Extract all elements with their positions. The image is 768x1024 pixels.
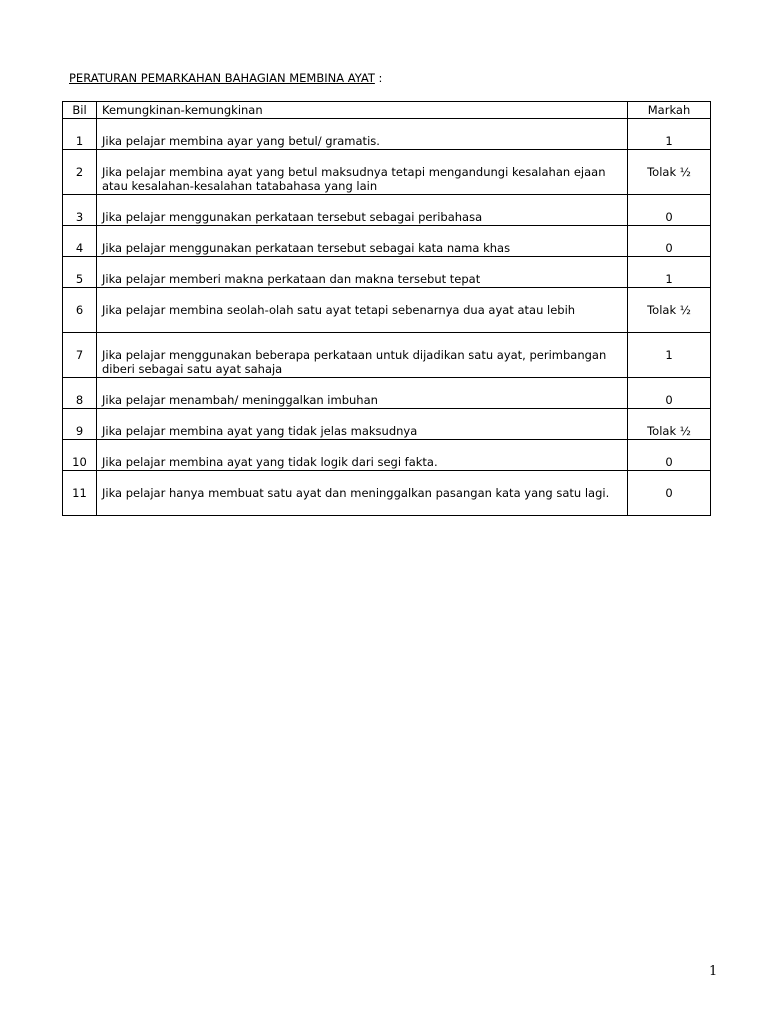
table-row: [63, 195, 711, 226]
row-description-cell: Jika pelajar membina ayat yang tidak logik dari segi fakta.: [97, 440, 628, 471]
row-description-cell: Jika pelajar membina ayat yang betul maksudnya tetapi mengandungi kesalahan ejaan atau kesalahan-kesalahan tatabahasa yang lain: [97, 150, 628, 195]
row-number-cell: 10: [63, 440, 97, 471]
column-header-bil: Bil: [63, 102, 97, 119]
row-mark-cell: 0: [628, 471, 711, 516]
row-number-cell: 5: [63, 257, 97, 288]
row-mark-cell: Tolak ½: [628, 409, 711, 440]
row-description-cell: Jika pelajar menambah/ meninggalkan imbuhan: [97, 378, 628, 409]
marking-scheme-table: [62, 101, 711, 516]
row-number-cell: 3: [63, 195, 97, 226]
row-description-cell: Jika pelajar menggunakan perkataan tersebut sebagai peribahasa: [97, 195, 628, 226]
row-description-cell: Jika pelajar menggunakan beberapa perkataan untuk dijadikan satu ayat, perimbangan diberi sebagai satu ayat sahaja: [97, 333, 628, 378]
table-row: [63, 409, 711, 440]
row-description-cell: Jika pelajar menggunakan perkataan tersebut sebagai kata nama khas: [97, 226, 628, 257]
page-title-suffix: :: [374, 71, 383, 85]
table-header-row: [63, 102, 711, 119]
table-row: [63, 226, 711, 257]
table-row: [63, 440, 711, 471]
row-mark-cell: 0: [628, 195, 711, 226]
row-number-cell: 8: [63, 378, 97, 409]
row-number-cell: 11: [63, 471, 97, 516]
row-mark-cell: Tolak ½: [628, 150, 711, 195]
row-mark-cell: Tolak ½: [628, 288, 711, 333]
row-description-cell: Jika pelajar hanya membuat satu ayat dan meninggalkan pasangan kata yang satu lagi.: [97, 471, 628, 516]
table-row: [63, 257, 711, 288]
row-mark-cell: 0: [628, 226, 711, 257]
row-number-cell: 9: [63, 409, 97, 440]
table-row: [63, 471, 711, 516]
row-mark-cell: 1: [628, 257, 711, 288]
table-row: [63, 378, 711, 409]
table-row: [63, 150, 711, 195]
row-description-cell: Jika pelajar memberi makna perkataan dan makna tersebut tepat: [97, 257, 628, 288]
row-description-cell: Jika pelajar membina ayar yang betul/ gramatis.: [97, 119, 628, 150]
table-row: [63, 333, 711, 378]
column-header-description: Kemungkinan-kemungkinan: [97, 102, 628, 119]
row-mark-cell: 1: [628, 333, 711, 378]
row-mark-cell: 1: [628, 119, 711, 150]
row-number-cell: 1: [63, 119, 97, 150]
row-number-cell: 7: [63, 333, 97, 378]
row-description-cell: Jika pelajar membina ayat yang tidak jelas maksudnya: [97, 409, 628, 440]
page-number: 1: [709, 964, 718, 979]
row-mark-cell: 0: [628, 440, 711, 471]
row-mark-cell: 0: [628, 378, 711, 409]
row-number-cell: 2: [63, 150, 97, 195]
page-title: [69, 71, 382, 85]
table-row: [63, 288, 711, 333]
column-header-mark: Markah: [628, 102, 711, 119]
row-description-cell: Jika pelajar membina seolah-olah satu ayat tetapi sebenarnya dua ayat atau lebih: [97, 288, 628, 333]
row-number-cell: 4: [63, 226, 97, 257]
table-row: [63, 119, 711, 150]
row-number-cell: 6: [63, 288, 97, 333]
page-title-text: PERATURAN PEMARKAHAN BAHAGIAN MEMBINA AYAT: [69, 71, 375, 85]
